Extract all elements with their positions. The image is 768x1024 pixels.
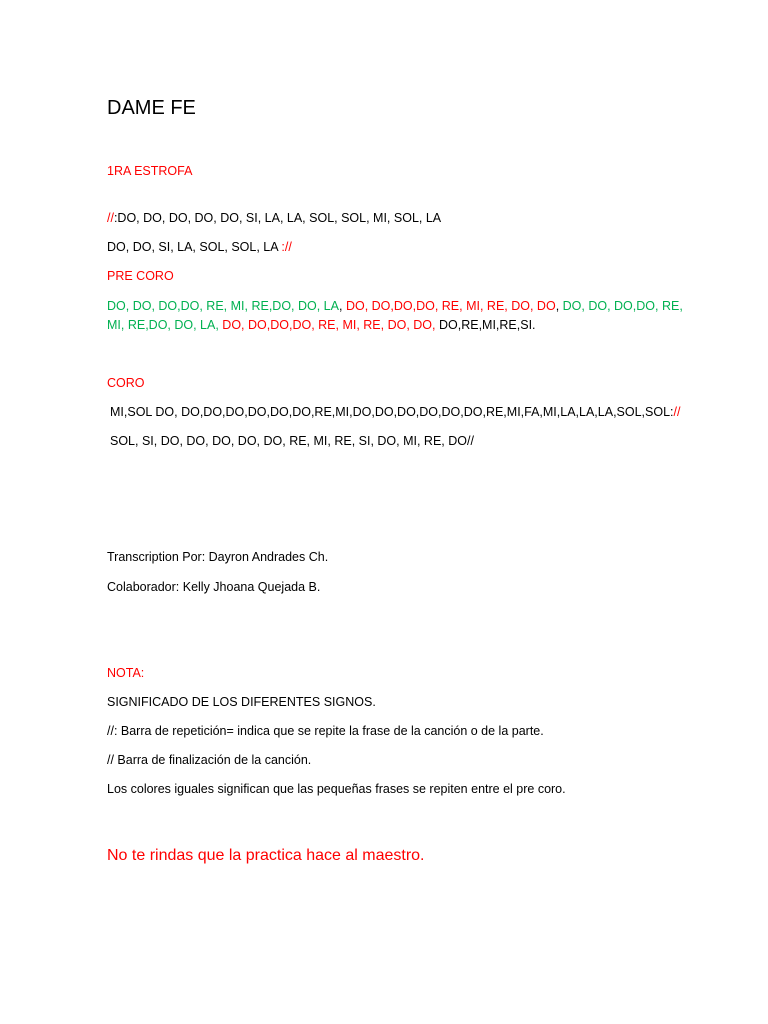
precoro-phrase-red-2: DO, DO,DO,DO, RE, MI, RE, DO, DO, (222, 318, 439, 332)
nota-line: SIGNIFICADO DE LOS DIFERENTES SIGNOS. (107, 695, 376, 709)
nota-line: Los colores iguales significan que las pequeñas frases se repiten entre el pre coro. (107, 782, 566, 796)
repeat-end-mark: :// (281, 240, 292, 254)
coro-line-1 (110, 404, 680, 420)
song-title: DAME FE (107, 97, 196, 119)
collaborator-credit: Colaborador: Kelly Jhoana Quejada B. (107, 580, 321, 594)
repeat-start-mark: // (107, 211, 114, 225)
estrofa-line-1-notes: :DO, DO, DO, DO, DO, SI, LA, LA, SOL, SOL, MI, SOL, LA (113, 211, 442, 225)
estrofa-line-2-notes: DO, DO, SI, LA, SOL, SOL, LA (107, 240, 282, 254)
precoro-phrase-black: DO,RE,MI,RE,SI. (438, 318, 536, 332)
estrofa-heading: 1RA ESTROFA (107, 164, 193, 178)
repeat-end-mark: // (673, 405, 681, 419)
transcription-credit: Transcription Por: Dayron Andrades Ch. (107, 550, 329, 564)
estrofa-line-2 (107, 239, 292, 255)
coro-line-2: SOL, SI, DO, DO, DO, DO, DO, RE, MI, RE, SI, DO, MI, RE, DO// (110, 434, 474, 448)
precoro-phrase-green-3: MI, RE,DO, DO, LA, (107, 318, 223, 332)
precoro-line-1 (107, 298, 683, 314)
motto-text: No te rindas que la practica hace al maestro. (107, 847, 425, 864)
precoro-phrase-green-2: DO, DO, DO,DO, RE, (562, 299, 683, 313)
coro-heading: CORO (107, 376, 145, 390)
precoro-phrase-green-1: DO, DO, DO,DO, RE, MI, RE,DO, DO, LA (107, 299, 339, 313)
precoro-heading: PRE CORO (107, 269, 174, 283)
nota-line: // Barra de finalización de la canción. (107, 753, 312, 767)
nota-line: //: Barra de repetición= indica que se repite la frase de la canción o de la parte. (107, 724, 544, 738)
precoro-separator: , (338, 299, 346, 313)
coro-line-1-notes: MI,SOL DO, DO,DO,DO,DO,DO,DO,RE,MI,DO,DO,DO,DO,DO,DO,RE,MI,FA,MI,LA,LA,LA,SOL,SOL: (110, 405, 674, 419)
precoro-separator: , (555, 299, 563, 313)
precoro-phrase-red-1: DO, DO,DO,DO, RE, MI, RE, DO, DO (345, 299, 556, 313)
precoro-line-2 (107, 317, 536, 333)
estrofa-line-1 (107, 210, 441, 226)
nota-heading: NOTA: (107, 666, 145, 680)
